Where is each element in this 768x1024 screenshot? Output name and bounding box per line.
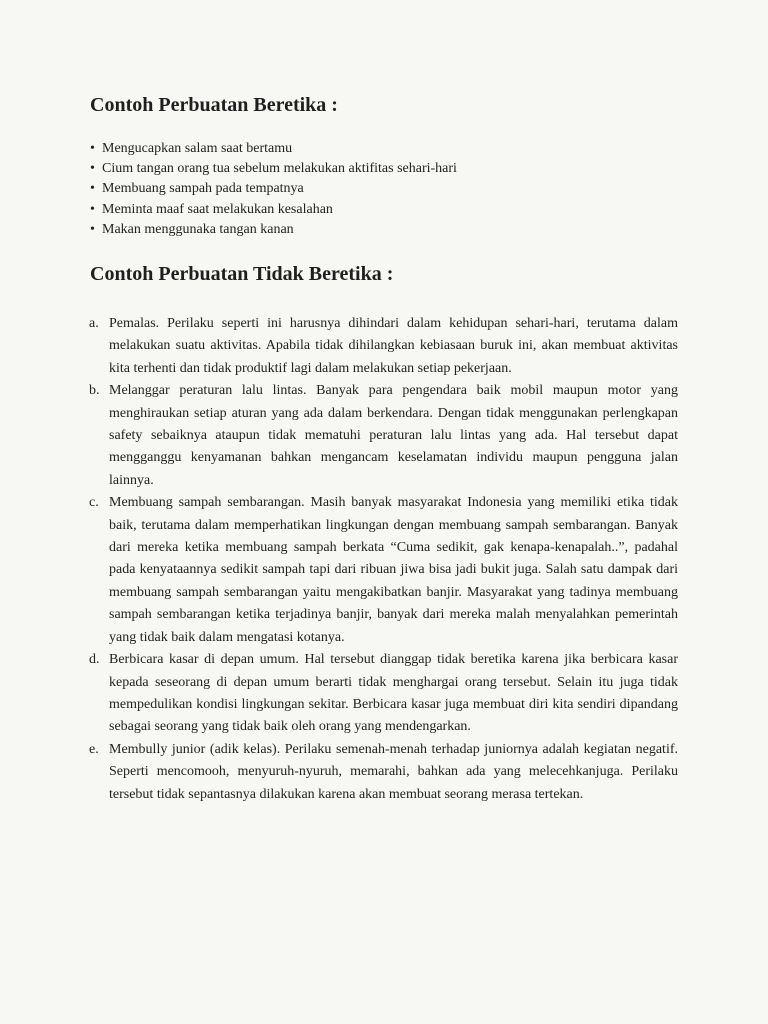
list-item-text: Mengucapkan salam saat bertamu	[102, 141, 293, 156]
list-item-text: Membully junior (adik kelas). Perilaku semenah-menah terhadap juniornya adalah kegiatan negatif. Seperti mencomooh, menyuruh-nyuruh, memarahi, bahkan ada yang melecehkanjuga. Perilaku tersebut tidak sepantasnya dilakukan karena akan membuat seorang merasa tertekan.	[109, 741, 678, 802]
list-marker: a.	[89, 316, 99, 331]
list-item	[90, 139, 457, 159]
list-item-text: Meminta maaf saat melakukan kesalahan	[102, 201, 333, 217]
list-item-text: Cium tangan orang tua sebelum melakukan aktifitas sehari-hari	[102, 161, 457, 177]
bullet-icon: •	[90, 181, 95, 197]
list-item-text: Membuang sampah pada tempatnya	[102, 181, 304, 197]
list-item-text: Berbicara kasar di depan umum. Hal tersebut dianggap tidak beretika karena jika berbicara kasar kepada seseorang di depan umum berarti tidak menghargai orang tersebut. Selain itu juga tidak mempedulikan kondisi lingkungan sekitar. Berbicara kasar juga membuat diri kita sendiri dipandang sebagai seorang yang tidak baik oleh orang yang mendengarkan.	[109, 652, 678, 735]
list-marker: c.	[89, 495, 99, 511]
ethical-examples-list	[90, 139, 457, 240]
list-item	[90, 220, 457, 240]
list-item-text: Melanggar peraturan lalu lintas. Banyak para pengendara baik mobil maupun motor yang menghiraukan setiap aturan yang ada dalam berkendara. Dengan tidak menggunakan perlengkapan safety sebaiknya ataupun tidak mematuhi peraturan lalu lintas yang ada. Hal tersebut dapat mengganggu kenyamanan bahkan mengancam keselamatan individu maupun pengguna jalan lainnya.	[109, 383, 678, 488]
unethical-examples-list	[90, 313, 678, 806]
list-item-text: Pemalas. Perilaku seperti ini harusnya dihindari dalam kehidupan sehari-hari, terutama dalam melakukan suatu aktivitas. Apabila tidak dihilangkan kebiasaan buruk ini, akan membuat aktivitas kita terhenti dan tidak produktif lagi dalam melakukan setiap pekerjaan.	[109, 316, 678, 376]
list-item	[90, 739, 678, 806]
list-item	[90, 313, 678, 380]
list-item	[90, 492, 678, 649]
list-item	[90, 159, 457, 179]
bullet-icon: •	[90, 201, 95, 217]
list-marker: b.	[89, 383, 100, 399]
section-title-tidak-beretika: Contoh Perbuatan Tidak Beretika :	[90, 263, 394, 285]
bullet-icon: •	[90, 161, 95, 177]
list-item	[90, 649, 678, 739]
list-marker: e.	[89, 741, 99, 757]
section-title-beretika: Contoh Perbuatan Beretika :	[90, 94, 338, 116]
list-item-text: Makan menggunaka tangan kanan	[102, 221, 294, 237]
list-marker: d.	[89, 652, 100, 668]
list-item	[90, 179, 457, 199]
list-item-text: Membuang sampah sembarangan. Masih banyak masyarakat Indonesia yang memiliki etika tidak baik, terutama dalam memperhatikan lingkungan dengan membuang sampah sembarangan. Banyak dari mereka ketika membuang sampah berkata “Cuma sedikit, gak kenapa-kenapalah..”, padahal pada kenyataannya sedikit sampah tapi dari ribuan jiwa bisa jadi bukit juga. Salah satu dampak dari membuang sampah sembarangan yaitu mengakibatkan banjir. Masyarakat yang tadinya membuang sampah sembarangan ketika terjadinya banjir, banyak dari mereka malah menyalahkan pemerintah yang tidak baik dalam mengatasi kotanya.	[109, 495, 678, 645]
list-item	[90, 380, 678, 492]
bullet-icon: •	[90, 221, 95, 237]
list-item	[90, 200, 457, 220]
bullet-icon: •	[90, 141, 95, 156]
